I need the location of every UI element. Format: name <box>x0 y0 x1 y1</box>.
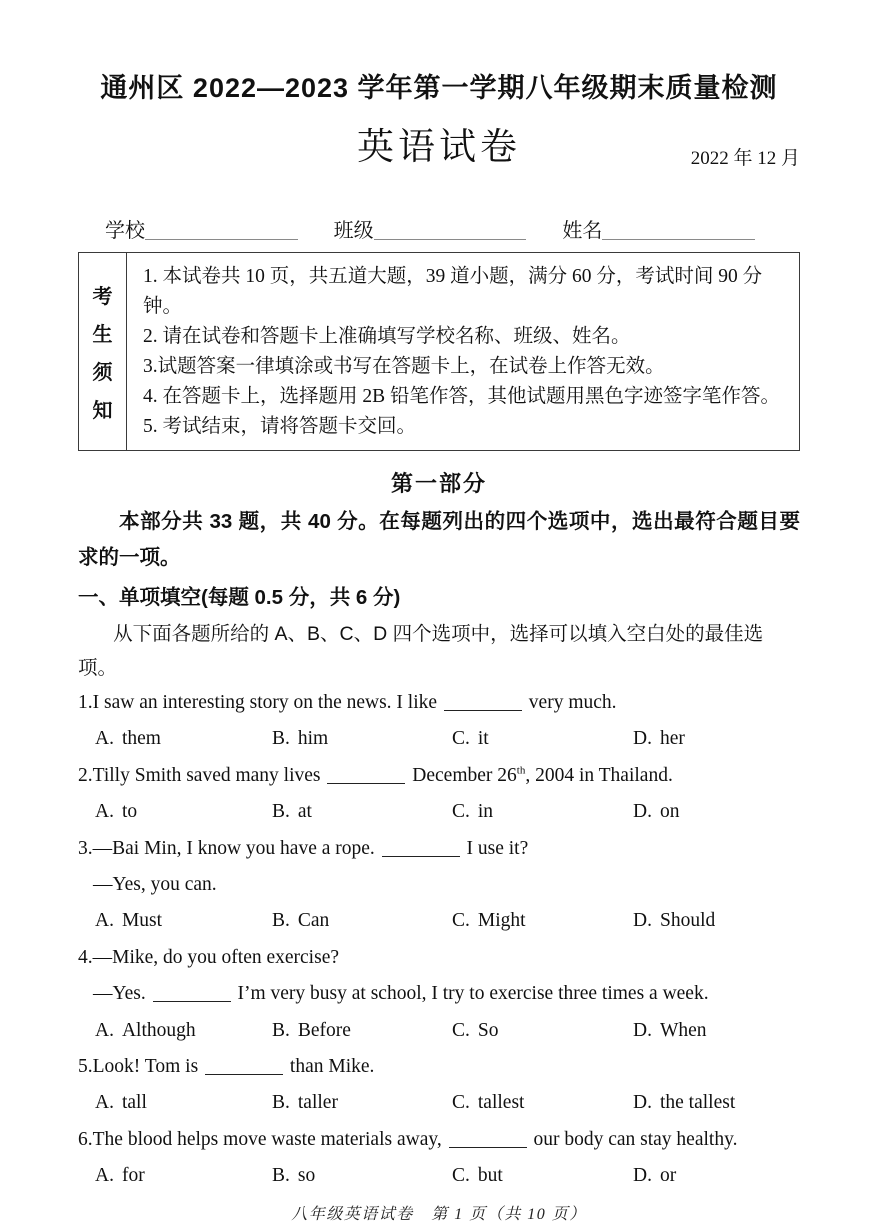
option-label: A. <box>95 910 114 932</box>
option <box>272 1013 452 1049</box>
question <box>78 1049 800 1122</box>
question <box>78 1122 800 1195</box>
school-field-label: 学校 <box>105 220 145 242</box>
option-label: A. <box>95 728 114 750</box>
option <box>633 903 800 939</box>
option <box>633 1085 800 1121</box>
question-text: than Mike. <box>285 1056 375 1078</box>
question-text: 6.The blood helps move waste materials away, <box>78 1128 447 1150</box>
option <box>633 721 800 757</box>
option <box>95 1085 272 1121</box>
notice-side-char: 考 <box>92 286 113 308</box>
questions <box>78 685 800 1195</box>
question-text: 2.Tilly Smith saved many lives <box>78 764 326 786</box>
option <box>452 1013 633 1049</box>
question-line <box>78 867 800 903</box>
notice-box <box>78 252 800 451</box>
option-text: taller <box>297 1092 338 1114</box>
blank-underline <box>327 781 405 784</box>
options-row <box>78 1013 800 1049</box>
option-text: for <box>121 1165 145 1187</box>
option-text: at <box>297 801 312 823</box>
option-label: D. <box>633 1019 652 1041</box>
options-row <box>78 721 800 757</box>
class-field <box>334 214 527 243</box>
section1-heading: 一、单项填空(每题 0.5 分，共 6 分) <box>78 586 401 609</box>
options-row <box>78 794 800 830</box>
subject-row <box>78 122 800 174</box>
option <box>272 794 452 830</box>
option <box>633 1158 800 1194</box>
option-label: C. <box>452 728 470 750</box>
option-label: A. <box>95 1165 114 1187</box>
notice-item: 2. 请在试卷和答题卡上准确填写学校名称、班级、姓名。 <box>143 326 631 347</box>
option-label: B. <box>272 1092 290 1114</box>
option-text: but <box>477 1165 503 1187</box>
option-label: D. <box>633 728 652 750</box>
option <box>452 721 633 757</box>
option-text: him <box>297 728 329 750</box>
option-text: So <box>477 1019 499 1041</box>
option-label: C. <box>452 910 470 932</box>
option-label: B. <box>272 910 290 932</box>
question-line <box>78 940 800 976</box>
question-text: December 26 <box>407 764 517 786</box>
option-text: Before <box>297 1019 351 1041</box>
question-line <box>78 758 800 794</box>
option-text: tall <box>121 1092 147 1114</box>
option-label: A. <box>95 1092 114 1114</box>
exam-date: 2022 年 12 月 <box>690 148 800 169</box>
option-text: on <box>659 801 680 823</box>
notice-side-char: 须 <box>92 362 113 384</box>
question-line <box>78 976 800 1012</box>
option <box>95 721 272 757</box>
school-field <box>105 214 298 243</box>
question-text: I’m very busy at school, I try to exercise three times a week. <box>232 983 709 1005</box>
page-footer: 八年级英语试卷 第 1 页（共 10 页） <box>291 1205 587 1223</box>
option-label: C. <box>452 801 470 823</box>
question-line <box>78 1122 800 1158</box>
section1-instruction: 从下面各题所给的 A、B、C、D 四个选项中，选择可以填入空白处的最佳选项。 <box>78 623 764 679</box>
blank-underline <box>153 999 231 1002</box>
notice-item: 3.试题答案一律填涂或书写在答题卡上，在试卷上作答无效。 <box>143 356 665 377</box>
option-label: B. <box>272 1165 290 1187</box>
name-field-label: 姓名 <box>562 220 603 242</box>
option <box>633 794 800 830</box>
option-label: C. <box>452 1019 470 1041</box>
part1-heading: 第一部分 <box>390 471 487 496</box>
question-text: I use it? <box>461 837 529 859</box>
notice-side-char: 知 <box>92 400 113 422</box>
notice-side-label <box>79 253 127 450</box>
option-text: or <box>659 1165 677 1187</box>
question-line <box>78 685 800 721</box>
notice-item: 1. 本试卷共 10 页，共五道大题，39 道小题，满分 60 分，考试时间 90 分钟。 <box>143 266 763 317</box>
question-text: 4.—Mike, do you often exercise? <box>78 946 340 968</box>
option-label: D. <box>633 910 652 932</box>
question <box>78 758 800 831</box>
question-text: 5.Look! Tom is <box>78 1056 204 1078</box>
question-text: th <box>516 764 526 777</box>
student-info-line <box>78 214 800 243</box>
school-field-underline <box>145 214 298 240</box>
option <box>95 903 272 939</box>
option-label: B. <box>272 801 290 823</box>
option-label: B. <box>272 1019 290 1041</box>
class-field-underline <box>374 214 527 240</box>
option-label: D. <box>633 1165 652 1187</box>
option-text: them <box>121 728 161 750</box>
question-text: —Yes, you can. <box>93 874 217 896</box>
notice-item: 4. 在答题卡上，选择题用 2B 铅笔作答，其他试题用黑色字迹签字笔作答。 <box>143 386 781 407</box>
option-label: A. <box>95 801 114 823</box>
question-text: 3.—Bai Min, I know you have a rope. <box>78 837 380 859</box>
part1-intro: 本部分共 33 题，共 40 分。在每题列出的四个选项中，选出最符合题目要求的一项。 <box>78 510 800 569</box>
notice-side-char: 生 <box>92 324 113 346</box>
option <box>95 794 272 830</box>
option-text: so <box>297 1165 316 1187</box>
option <box>272 1085 452 1121</box>
question-text: our body can stay healthy. <box>528 1128 738 1150</box>
option-text: Can <box>297 910 330 932</box>
option-text: tallest <box>477 1092 525 1114</box>
option-text: Must <box>121 910 163 932</box>
option-label: B. <box>272 728 290 750</box>
option-text: When <box>659 1019 707 1041</box>
option <box>95 1158 272 1194</box>
blank-underline <box>205 1072 283 1075</box>
blank-underline <box>382 854 460 857</box>
option <box>452 794 633 830</box>
question-text: 1.I saw an interesting story on the news. I like <box>78 692 442 713</box>
subject-title: 英语试卷 <box>357 127 521 168</box>
class-field-label: 班级 <box>333 220 374 242</box>
question-text: —Yes. <box>93 983 151 1005</box>
option-label: A. <box>95 1019 114 1041</box>
question-line <box>78 831 800 867</box>
option <box>633 1013 800 1049</box>
question <box>78 940 800 1049</box>
blank-underline <box>449 1145 527 1148</box>
question-text: very much. <box>523 692 617 713</box>
page-title: 通州区 2022—2023 学年第一学期八年级期末质量检测 <box>100 73 778 103</box>
option-text: to <box>121 801 138 823</box>
question-line <box>78 1049 800 1085</box>
option-text: Should <box>659 910 716 932</box>
option-label: C. <box>452 1165 470 1187</box>
notice-items <box>127 253 799 450</box>
options-row <box>78 1158 800 1194</box>
option <box>95 1013 272 1049</box>
option-text: in <box>477 801 494 823</box>
option-text: the tallest <box>659 1092 736 1114</box>
name-field <box>562 214 755 243</box>
option <box>452 1158 633 1194</box>
option-label: D. <box>633 801 652 823</box>
option <box>452 1085 633 1121</box>
options-row <box>78 1085 800 1121</box>
option <box>452 903 633 939</box>
option <box>272 721 452 757</box>
notice-item: 5. 考试结束，请将答题卡交回。 <box>143 416 417 437</box>
option-text: it <box>477 728 489 750</box>
option-text: Might <box>477 910 526 932</box>
question <box>78 685 800 758</box>
option <box>272 1158 452 1194</box>
name-field-underline <box>602 214 755 240</box>
option-label: D. <box>633 1092 652 1114</box>
question <box>78 831 800 940</box>
question-text: , 2004 in Thailand. <box>525 764 673 786</box>
option <box>272 903 452 939</box>
options-row <box>78 903 800 939</box>
option-label: C. <box>452 1092 470 1114</box>
option-text: Although <box>121 1019 196 1041</box>
blank-underline <box>444 708 522 711</box>
option-text: her <box>659 728 685 750</box>
